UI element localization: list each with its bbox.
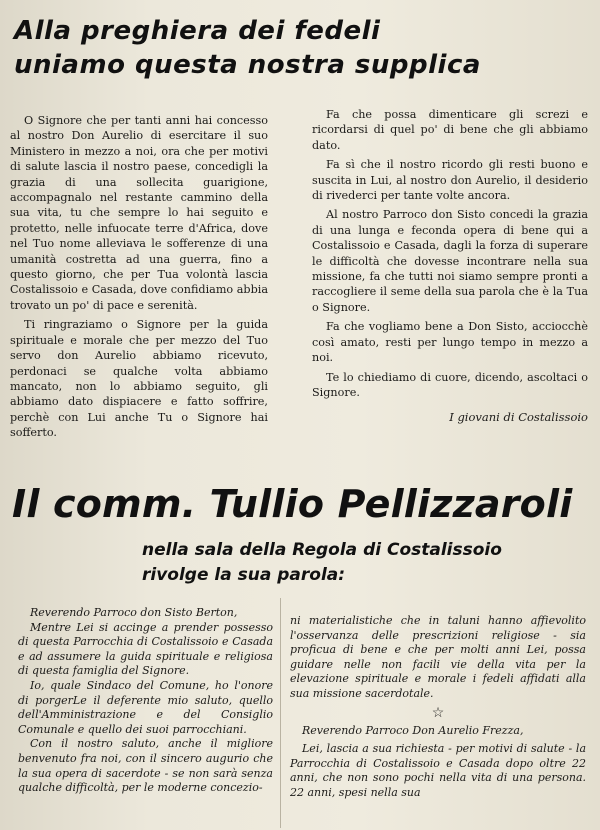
speech-right-column xyxy=(290,614,586,801)
prayer-right-paragraph: Al nostro Parroco don Sisto concedi la grazia di una lunga e feconda opera di bene qui a Costalissoio e Casada, dagli la forza di superare le difficoltà che dovesse incontrare nella sua missione, fa che tutti noi siamo sempre pronti a raccogliere il seme della sua parola che è la Tua o Signore. xyxy=(312,208,588,314)
prayer-right-paragraph: Fa che vogliamo bene a Don Sisto, acciocchè così amato, resti per lungo tempo in mezzo a noi. xyxy=(312,320,588,365)
speech-right-salutation: Reverendo Parroco Don Aurelio Frezza, xyxy=(302,723,524,737)
speech-subtitle-line2: rivolge la sua parola: xyxy=(142,565,346,585)
prayer-right-column xyxy=(312,107,588,404)
speech-right-paragraph-2: Lei, lascia a sua richiesta - per motivi di salute - la Parrocchia di Costalissoio e Casada dopo oltre 22 anni, che non sono pochi nella vita di una persona. 22 anni, spesi nella sua xyxy=(290,742,586,799)
column-divider xyxy=(280,598,281,828)
prayer-left-paragraph: Ti ringraziamo o Signore per la guida spirituale e morale che per mezzo del Tuo servo don Aurelio abbiamo ricevuto, perdonaci se qualche volta abbiamo mancato, non lo abbiamo seguito, gli abbiamo dato dispiacere e fatto soffrire, perchè con Lui anche Tu o Signore hai sofferto. xyxy=(10,318,268,440)
prayer-left-column xyxy=(10,113,268,445)
prayer-title xyxy=(14,14,481,82)
speech-left-salutation: Reverendo Parroco don Sisto Berton, xyxy=(30,606,238,619)
prayer-signature: I giovani di Costalissoio xyxy=(449,410,588,424)
prayer-title-line1: Alla preghiera dei fedeli xyxy=(14,16,381,46)
speech-left-paragraph: Con il nostro saluto, anche il migliore benvenuto fra noi, con il sincero augurio che la sua opera di sacerdote - se non sarà senza qualche difficoltà, per le moderne concezio- xyxy=(18,737,273,795)
speech-title: Il comm. Tullio Pellizzaroli xyxy=(12,482,573,526)
speech-left-column xyxy=(18,606,273,796)
speech-subtitle xyxy=(142,538,502,588)
prayer-right-paragraph: Fa sì che il nostro ricordo gli resti buono e suscita in Lui, al nostro don Aurelio, il desiderio di rivederci per tante volte ancora. xyxy=(312,158,588,203)
speech-subtitle-line1: nella sala della Regola di Costalissoio xyxy=(142,540,502,560)
prayer-title-line2: uniamo questa nostra supplica xyxy=(14,50,481,80)
speech-left-paragraph: Io, quale Sindaco del Comune, ho l'onore di porgerLe il deferente mio saluto, quello dell'Amministrazione e del Consiglio Comunale e quello dei suoi parrocchiani. xyxy=(18,678,273,736)
prayer-right-paragraph: Te lo chiediamo di cuore, dicendo, ascoltaci o Signore. xyxy=(312,370,588,399)
speech-right-paragraph: ni materialistiche che in taluni hanno affievolito l'osservanza delle prescrizioni religiose - sia proficua di bene e che per molti anni Lei, possa guidare nelle non facili vie della vita per la elevazione spirituale e morale i fedeli affidati alla sua missione sacerdotale. xyxy=(290,614,586,700)
prayer-left-paragraph: O Signore che per tanti anni hai concesso al nostro Don Aurelio di esercitare il suo Ministero in mezzo a noi, ora che per motivi di salute lascia il nostro paese, concedigli la grazia di una sollecita guarigione, accompagnalo nel restante cammino della sua vita, tu che sempre lo hai seguito e protetto, nelle infuocate terre d'Africa, dove nel Tuo nome alleviava le sofferenze di una umanità costretta ad una guerra, fino a questo giorno, che per Tua volontà lascia Costalissoio e Casada, dove confidiamo abbia trovato un po' di pace e serenità. xyxy=(10,114,268,312)
prayer-right-paragraph: Fa che possa dimenticare gli screzi e ricordarsi di quel po' di bene che gli abbiamo dato. xyxy=(312,108,588,152)
star-separator: ☆ xyxy=(431,704,445,721)
speech-left-paragraph: Mentre Lei si accinge a prender possesso di questa Parrocchia di Costalissoio e Casada e ad assumere la guida spirituale e religiosa di questa famiglia del Signore. xyxy=(18,620,273,678)
